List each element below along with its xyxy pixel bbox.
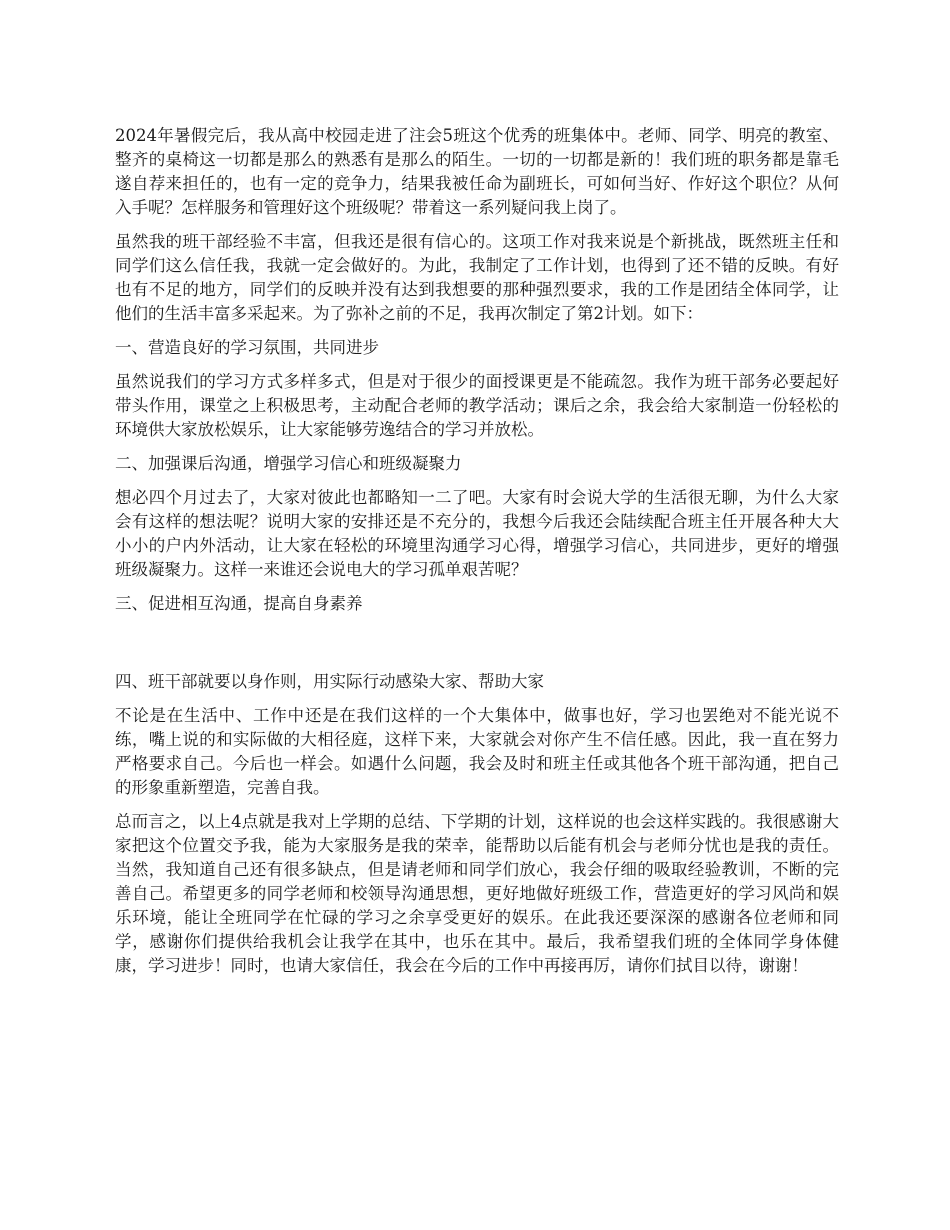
paragraph-section-2: 想必四个月过去了，大家对彼此也都略知一二了吧。大家有时会说大学的生活很无聊，为什么大家会有这样的想法呢？说明大家的安排还是不充分的，我想今后我还会陆续配合班主任开展各种大大小小的户内外活动，让大家在轻松的环境里沟通学习心得，增强学习信心，共同进步，更好的增强班级凝聚力。这样一来谁还会说电大的学习孤单艰苦呢？ [115, 488, 839, 579]
section-heading-1: 一、营造良好的学习氛围，共同进步 [115, 338, 379, 357]
paragraph-intro: 2024年暑假完后，我从高中校园走进了注会5班这个优秀的班集体中。老师、同学、明亮的教室、整齐的桌椅这一切都是那么的熟悉有是那么的陌生。一切的一切都是新的！我们班的职务都是靠毛遂自荐来担任的，也有一定的竞争力，结果我被任命为副班长，可如何当好、作好这个职位？从何入手呢？怎样服务和管理好这个班级呢？带着这一系列疑问我上岗了。 [115, 126, 839, 217]
section-heading-3: 三、促进相互沟通，提高自身素养 [115, 594, 363, 613]
section-heading-4: 四、班干部就要以身作则，用实际行动感染大家、帮助大家 [115, 672, 544, 691]
section-heading-2: 二、加强课后沟通，增强学习信心和班级凝聚力 [115, 454, 462, 473]
paragraph-section-1: 虽然说我们的学习方式多样多式，但是对于很少的面授课更是不能疏忽。我作为班干部务必要起好带头作用，课堂之上积极思考，主动配合老师的教学活动；课后之余，我会给大家制造一份轻松的环境供大家放松娱乐，让大家能够劳逸结合的学习并放松。 [115, 372, 839, 439]
document-body [115, 124, 839, 988]
paragraph-plan: 虽然我的班干部经验不丰富，但我还是很有信心的。这项工作对我来说是个新挑战，既然班主任和同学们这么信任我，我就一定会做好的。为此，我制定了工作计划，也得到了还不错的反映。有好也有不足的地方，同学们的反映并没有达到我想要的那种强烈要求，我的工作是团结全体同学，让他们的生活丰富多采起来。为了弥补之前的不足，我再次制定了第2计划。如下： [115, 232, 839, 323]
paragraph-section-4: 不论是在生活中、工作中还是在我们这样的一个大集体中，做事也好，学习也罢绝对不能光说不练，嘴上说的和实际做的大相径庭，这样下来，大家就会对你产生不信任感。因此，我一直在努力严格要求自己。今后也一样会。如遇什么问题，我会及时和班主任或其他各个班干部沟通，把自己的形象重新塑造，完善自我。 [115, 706, 839, 797]
paragraph-conclusion: 总而言之，以上4点就是我对上学期的总结、下学期的计划，这样说的也会这样实践的。我很感谢大家把这个位置交予我，能为大家服务是我的荣幸，能帮助以后能有机会与老师分忧也是我的责任。当然，我知道自己还有很多缺点，但是请老师和同学们放心，我会仔细的吸取经验教训，不断的完善自己。希望更多的同学老师和校领导沟通思想，更好地做好班级工作，营造更好的学习风尚和娱乐环境，能让全班同学在忙碌的学习之余享受更好的娱乐。在此我还要深深的感谢各位老师和同学，感谢你们提供给我机会让我学在其中，也乐在其中。最后，我希望我们班的全体同学身体健康，学习进步！同时，也请大家信任，我会在今后的工作中再接再厉，请你们拭目以待，谢谢！ [115, 812, 839, 975]
blank-gap [115, 626, 839, 670]
